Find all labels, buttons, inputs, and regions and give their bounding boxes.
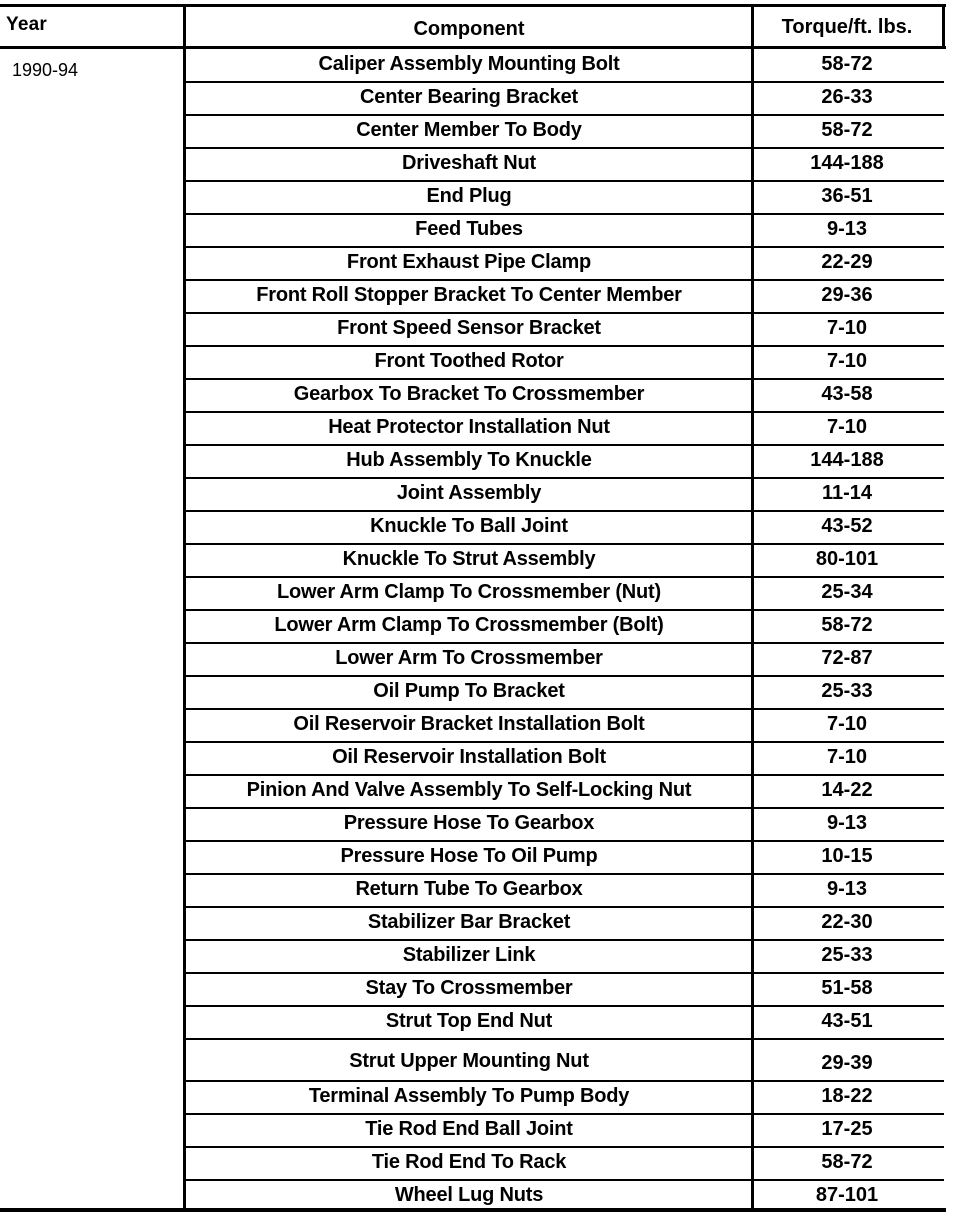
- table-row: [186, 875, 944, 908]
- table-row: [186, 281, 944, 314]
- year-value: 1990-94: [12, 60, 79, 80]
- torque-cell: 9-13: [826, 218, 868, 240]
- component-cell: Oil Pump To Bracket: [373, 680, 565, 702]
- component-cell: Pinion And Valve Assembly To Self-Locking Nut: [246, 779, 692, 801]
- torque-cell: 7-10: [826, 713, 868, 735]
- torque-cell: 17-25: [821, 1118, 873, 1140]
- table-row: [186, 1181, 944, 1214]
- component-header: Component: [413, 18, 525, 40]
- table-row: [186, 1082, 944, 1115]
- component-cell: Oil Reservoir Bracket Installation Bolt: [293, 713, 645, 735]
- torque-cell: 58-72: [821, 119, 873, 141]
- component-cell: Wheel Lug Nuts: [394, 1184, 544, 1206]
- table-row: [186, 710, 944, 743]
- torque-cell: 7-10: [826, 416, 868, 438]
- torque-cell: 22-29: [821, 251, 873, 273]
- torque-header: Torque/ft. lbs.: [781, 16, 913, 38]
- torque-cell: 7-10: [826, 746, 868, 768]
- component-cell: Return Tube To Gearbox: [355, 878, 583, 900]
- torque-cell: 72-87: [821, 647, 873, 669]
- component-cell: Stabilizer Link: [402, 944, 536, 966]
- component-cell: Feed Tubes: [415, 218, 523, 240]
- torque-cell: 25-33: [821, 944, 873, 966]
- table-row: [186, 413, 944, 446]
- component-cell: Pressure Hose To Gearbox: [343, 812, 595, 834]
- table-row: [186, 545, 944, 578]
- component-cell: Driveshaft Nut: [402, 152, 536, 174]
- table-row: [186, 149, 944, 182]
- component-cell: Lower Arm Clamp To Crossmember (Bolt): [274, 614, 664, 636]
- component-cell: Gearbox To Bracket To Crossmember: [293, 383, 645, 405]
- component-cell: Center Bearing Bracket: [360, 86, 578, 108]
- table-row: [186, 116, 944, 149]
- table-row: [186, 1115, 944, 1148]
- torque-cell: 144-188: [810, 152, 884, 174]
- torque-cell: 58-72: [821, 53, 873, 75]
- torque-cell: 9-13: [826, 812, 868, 834]
- torque-cell: 7-10: [826, 317, 868, 339]
- table-row: [186, 479, 944, 512]
- table-row: [186, 314, 944, 347]
- table-row: [186, 677, 944, 710]
- torque-cell: 58-72: [821, 614, 873, 636]
- component-cell: Front Roll Stopper Bracket To Center Member: [256, 284, 682, 306]
- torque-cell: 29-39: [821, 1052, 873, 1074]
- torque-cell: 14-22: [821, 779, 873, 801]
- table-row: [186, 578, 944, 611]
- torque-cell: 11-14: [821, 482, 873, 504]
- component-cell: Stabilizer Bar Bracket: [367, 911, 571, 933]
- table-row: [186, 1040, 944, 1082]
- table-row: [186, 941, 944, 974]
- table-row: [186, 809, 944, 842]
- torque-cell: 80-101: [815, 548, 879, 570]
- torque-cell: 43-58: [821, 383, 873, 405]
- torque-cell: 29-36: [821, 284, 873, 306]
- table-right-border: [942, 4, 945, 49]
- torque-cell: 43-52: [821, 515, 873, 537]
- component-cell: Hub Assembly To Knuckle: [346, 449, 592, 471]
- table-row: [186, 512, 944, 545]
- table-row: [186, 842, 944, 875]
- component-cell: Tie Rod End Ball Joint: [365, 1118, 573, 1140]
- component-cell: Knuckle To Ball Joint: [370, 515, 568, 537]
- component-cell: End Plug: [426, 185, 512, 207]
- table-row: [186, 974, 944, 1007]
- component-cell: Lower Arm Clamp To Crossmember (Nut): [277, 581, 661, 603]
- table-row: [186, 83, 944, 116]
- torque-cell: 9-13: [826, 878, 868, 900]
- torque-cell: 26-33: [821, 86, 873, 108]
- component-cell: Front Exhaust Pipe Clamp: [346, 251, 592, 273]
- year-header: Year: [6, 14, 47, 35]
- table-row: [186, 446, 944, 479]
- header-divider: [0, 46, 946, 49]
- component-cell: Front Speed Sensor Bracket: [337, 317, 601, 339]
- torque-cell: 58-72: [821, 1151, 873, 1173]
- component-cell: Strut Upper Mounting Nut: [349, 1050, 589, 1072]
- table-row: [186, 248, 944, 281]
- table-row: [186, 215, 944, 248]
- torque-cell: 18-22: [821, 1085, 873, 1107]
- torque-cell: 144-188: [810, 449, 884, 471]
- torque-cell: 22-30: [821, 911, 873, 933]
- table-row: [186, 776, 944, 809]
- table-row: [186, 380, 944, 413]
- torque-cell: 36-51: [821, 185, 873, 207]
- table-row: [186, 743, 944, 776]
- table-row: [186, 908, 944, 941]
- component-cell: Caliper Assembly Mounting Bolt: [318, 53, 620, 75]
- component-cell: Oil Reservoir Installation Bolt: [332, 746, 606, 768]
- component-cell: Center Member To Body: [356, 119, 582, 141]
- table-row: [186, 50, 944, 83]
- torque-cell: 10-15: [821, 845, 873, 867]
- torque-cell: 51-58: [821, 977, 873, 999]
- component-cell: Lower Arm To Crossmember: [335, 647, 603, 669]
- table-row: [186, 611, 944, 644]
- component-cell: Joint Assembly: [396, 482, 542, 504]
- component-cell: Pressure Hose To Oil Pump: [340, 845, 598, 867]
- component-cell: Stay To Crossmember: [365, 977, 573, 999]
- component-cell: Heat Protector Installation Nut: [328, 416, 610, 438]
- torque-cell: 25-34: [821, 581, 873, 603]
- torque-cell: 25-33: [821, 680, 873, 702]
- torque-cell: 7-10: [826, 350, 868, 372]
- torque-cell: 87-101: [815, 1184, 879, 1206]
- table-row: [186, 347, 944, 380]
- component-cell: Front Toothed Rotor: [374, 350, 564, 372]
- table-row: [186, 182, 944, 215]
- table-row: [186, 1007, 944, 1040]
- table-top-border: [0, 4, 946, 7]
- component-cell: Terminal Assembly To Pump Body: [308, 1085, 630, 1107]
- component-cell: Tie Rod End To Rack: [371, 1151, 567, 1173]
- torque-cell: 43-51: [821, 1010, 873, 1032]
- table-row: [186, 1148, 944, 1181]
- component-cell: Strut Top End Nut: [385, 1010, 553, 1032]
- component-cell: Knuckle To Strut Assembly: [342, 548, 596, 570]
- table-row: [186, 644, 944, 677]
